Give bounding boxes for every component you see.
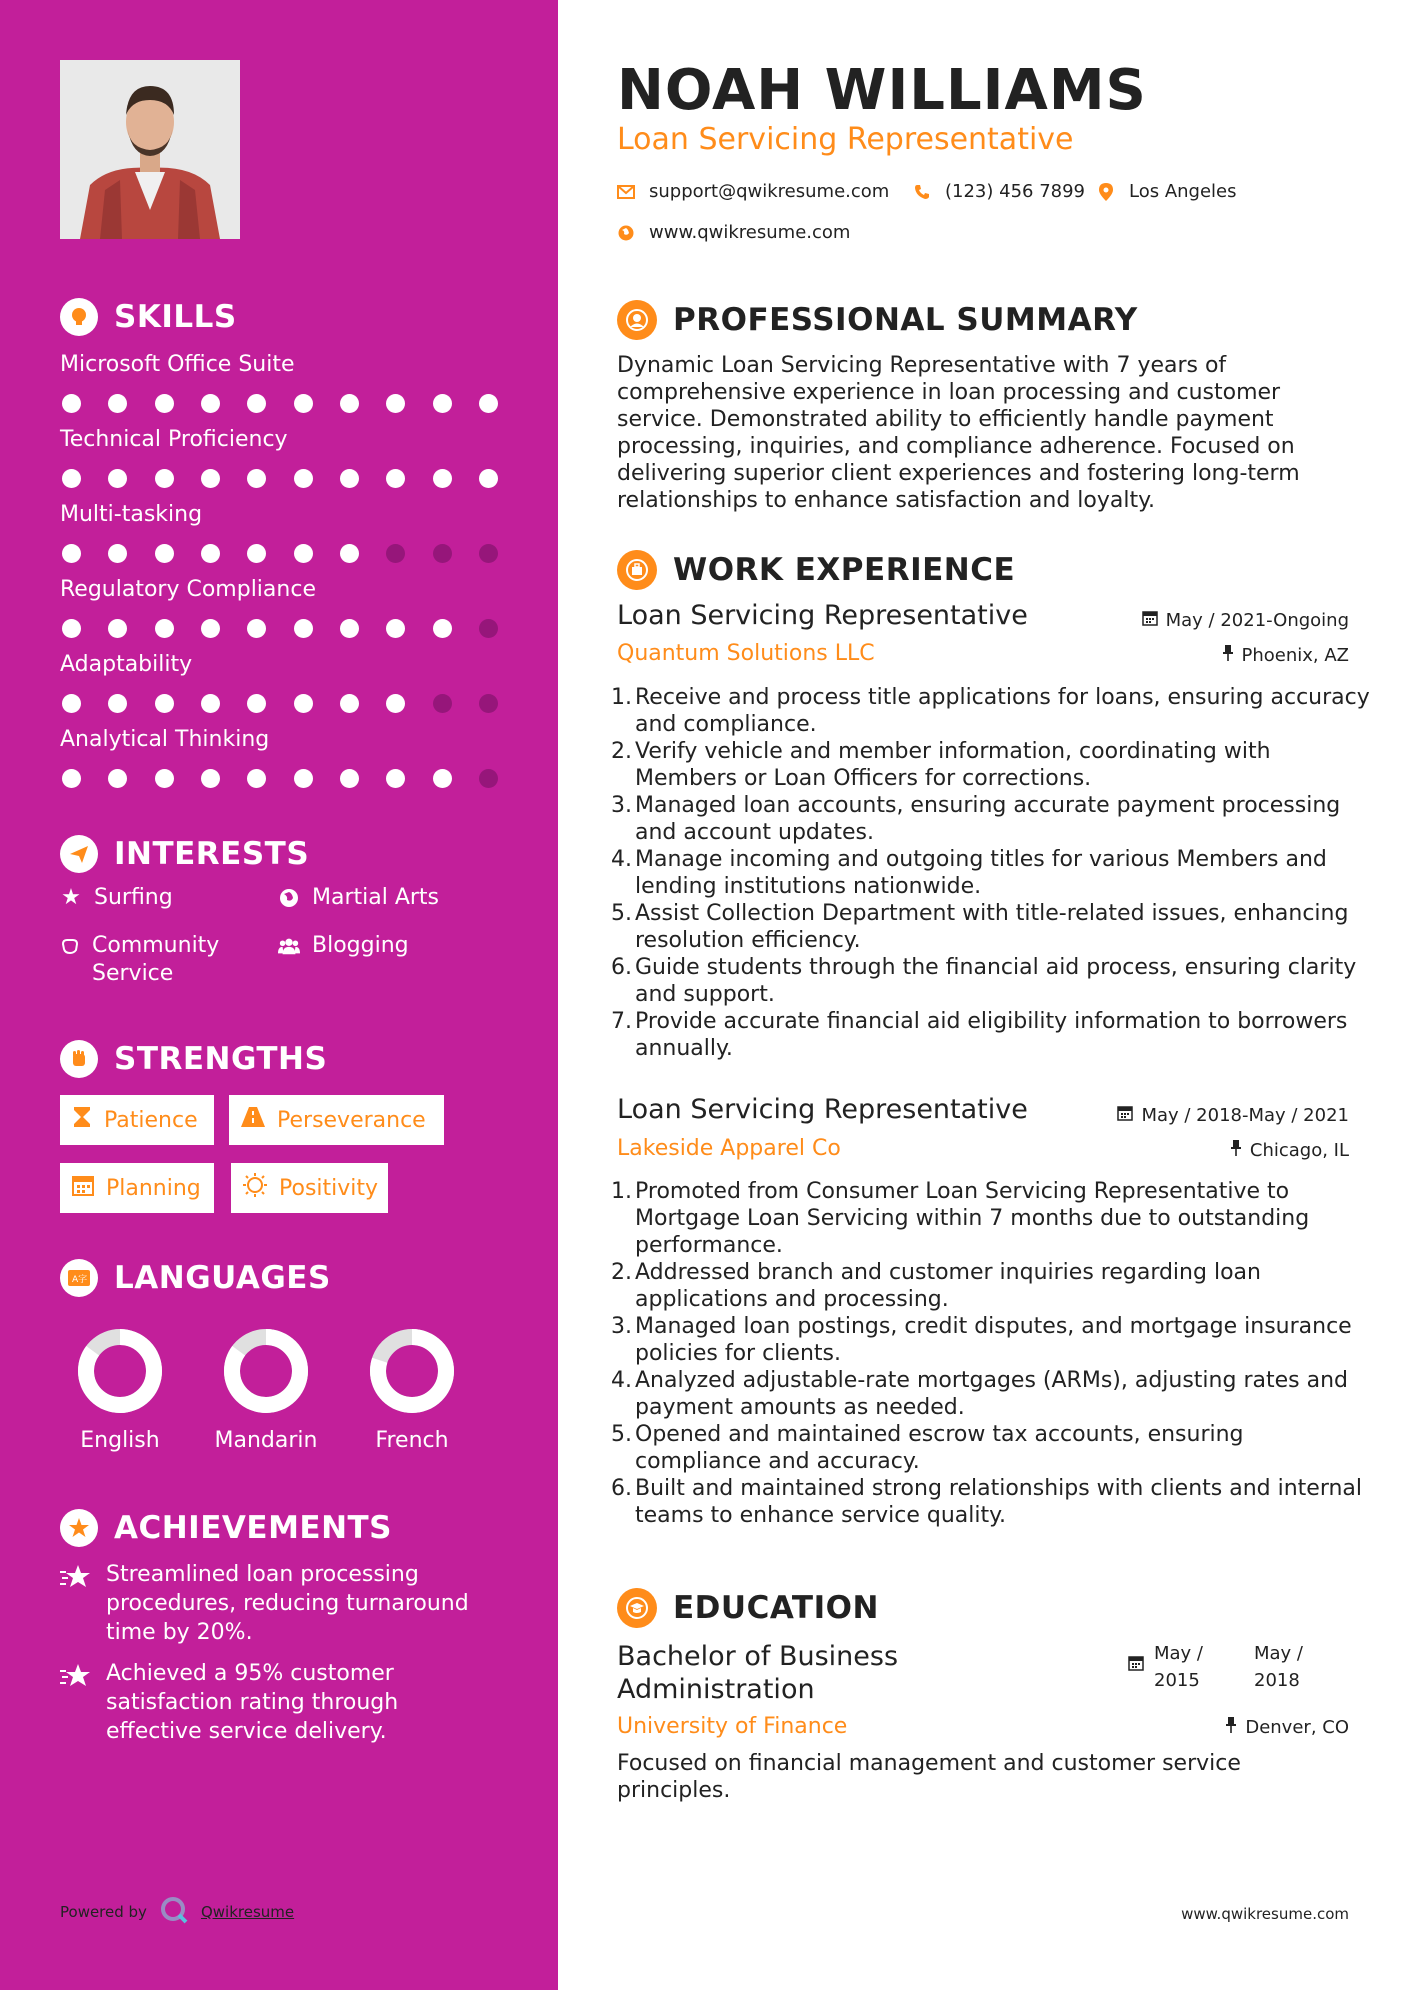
rating-dot	[155, 694, 174, 713]
edu-start-year: 2015	[1154, 1670, 1200, 1691]
contact-website	[617, 222, 850, 243]
rating-dot	[201, 394, 220, 413]
rating-dot	[62, 544, 81, 563]
star-icon: ★	[61, 885, 81, 910]
interest-item	[278, 932, 409, 960]
duty-item: Built and maintained strong relationships with clients and internal teams to enhance service quality.	[635, 1476, 1363, 1528]
edu-start-month: May /	[1154, 1643, 1203, 1664]
achievement-text: Achieved a 95% customer satisfaction rating through effective service delivery.	[106, 1661, 399, 1744]
edu-end-year: 2018	[1254, 1670, 1300, 1691]
location-text: Los Angeles	[1129, 181, 1237, 202]
rating-dot	[479, 394, 498, 413]
rating-dot	[247, 619, 266, 638]
rating-dot	[433, 469, 452, 488]
rating-dot	[340, 694, 359, 713]
duty-item: Verify vehicle and member information, coordinating with Members or Loan Officers for corrections.	[635, 739, 1271, 791]
rating-dot	[294, 469, 313, 488]
skill-item	[60, 352, 500, 413]
interest-label: Blogging	[312, 933, 409, 958]
skill-name: Analytical Thinking	[60, 727, 270, 752]
interest-label: Surfing	[94, 885, 173, 910]
language-icon	[60, 1259, 98, 1297]
strength-badge	[60, 1095, 214, 1145]
skill-name: Adaptability	[60, 652, 193, 677]
pushpin-icon	[1222, 645, 1234, 666]
qwikresume-link[interactable]: Qwikresume	[200, 1903, 295, 1921]
lightbulb-icon	[60, 298, 98, 336]
phone-icon	[913, 183, 931, 201]
rating-dot	[479, 769, 498, 788]
rating-dot	[155, 394, 174, 413]
education-location-text: Denver, CO	[1245, 1717, 1349, 1738]
language-name: French	[375, 1428, 449, 1453]
job-duties	[635, 1178, 1375, 1529]
rating-dot	[247, 544, 266, 563]
powered-by	[60, 1895, 294, 1929]
strengths-title: STRENGTHS	[114, 1041, 328, 1077]
graduate-icon	[617, 1588, 657, 1628]
language-item	[60, 1326, 180, 1453]
education-location	[1225, 1717, 1349, 1738]
skill-name: Regulatory Compliance	[60, 577, 316, 602]
degree-line: Administration	[617, 1674, 815, 1705]
job-dates-text: May / 2021-Ongoing	[1165, 610, 1349, 631]
powered-by-label: Powered by	[60, 1903, 147, 1921]
map-pin-icon	[1097, 183, 1115, 201]
skill-item	[60, 577, 500, 638]
rating-dot	[340, 394, 359, 413]
rating-dot	[108, 544, 127, 563]
job-location	[1222, 645, 1350, 666]
rating-dot	[108, 694, 127, 713]
language-name: English	[80, 1428, 160, 1453]
rating-dot	[386, 544, 405, 563]
calendar-icon	[1142, 610, 1158, 631]
strength-label: Patience	[104, 1107, 198, 1133]
pushpin-icon	[1225, 1717, 1237, 1738]
interest-item	[278, 884, 439, 912]
contact-location	[1097, 181, 1237, 202]
rating-dot	[62, 619, 81, 638]
rating-dot	[201, 619, 220, 638]
job-dates	[1117, 1105, 1349, 1126]
rating-dot	[340, 544, 359, 563]
rating-dot	[340, 469, 359, 488]
rating-dot	[247, 469, 266, 488]
star-burst-icon	[60, 1659, 94, 1746]
rating-dot	[386, 769, 405, 788]
rating-dot	[479, 469, 498, 488]
rating-dot	[386, 394, 405, 413]
duty-item: Receive and process title applications for loans, ensuring accuracy and compliance.	[635, 685, 1370, 737]
duty-item: Managed loan postings, credit disputes, and mortgage insurance policies for clients.	[635, 1314, 1352, 1366]
strengths-heading	[60, 1040, 327, 1078]
fist-icon	[60, 1040, 98, 1078]
language-name: Mandarin	[214, 1428, 318, 1453]
degree-title	[617, 1640, 898, 1706]
skill-item	[60, 427, 500, 488]
rating-dot	[201, 544, 220, 563]
language-donut	[221, 1326, 311, 1416]
envelope-icon	[617, 183, 635, 201]
calendar-icon	[1128, 1640, 1144, 1694]
education-text: Focused on financial management and customer service principles.	[617, 1751, 1241, 1803]
phone-text: (123) 456 7899	[945, 181, 1086, 202]
strength-label: Perseverance	[277, 1107, 426, 1133]
degree-line: Bachelor of Business	[617, 1641, 899, 1672]
skill-rating	[60, 769, 498, 788]
rating-dot	[108, 619, 127, 638]
skill-rating	[60, 694, 498, 713]
website-text[interactable]: www.qwikresume.com	[649, 222, 851, 243]
duty-item: Promoted from Consumer Loan Servicing Representative to Mortgage Loan Servicing within 7 months due to outstanding performance.	[635, 1179, 1310, 1258]
duty-item: Addressed branch and customer inquiries regarding loan applications and processing.	[635, 1260, 1261, 1312]
interest-label: Martial Arts	[312, 885, 440, 910]
profile-photo	[60, 60, 240, 239]
calendar-icon	[1117, 1105, 1133, 1126]
trophy-star-icon	[60, 1509, 98, 1547]
duty-item: Guide students through the financial aid process, ensuring clarity and support.	[635, 955, 1357, 1007]
interest-item	[60, 932, 240, 988]
strength-label: Planning	[106, 1175, 201, 1201]
rating-dot	[201, 769, 220, 788]
rating-dot	[433, 694, 452, 713]
rating-dot	[108, 469, 127, 488]
rating-dot	[294, 619, 313, 638]
edu-end-month: May /	[1254, 1643, 1303, 1664]
rating-dot	[155, 769, 174, 788]
rating-dot	[247, 694, 266, 713]
rating-dot	[340, 619, 359, 638]
candidate-role: Loan Servicing Representative	[617, 122, 1074, 157]
rating-dot	[433, 544, 452, 563]
sun-icon	[243, 1173, 267, 1203]
rating-dot	[201, 694, 220, 713]
job-duties	[635, 684, 1375, 1062]
skill-item	[60, 502, 500, 563]
rating-dot	[294, 544, 313, 563]
rating-dot	[155, 619, 174, 638]
strength-badge	[229, 1095, 444, 1145]
skill-name: Microsoft Office Suite	[60, 352, 295, 377]
duty-item: Manage incoming and outgoing titles for various Members and lending institutions nationwide.	[635, 847, 1327, 899]
achievement-text: Streamlined loan processing procedures, reducing turnaround time by 20%.	[106, 1562, 469, 1645]
skill-name: Technical Proficiency	[60, 427, 288, 452]
hourglass-icon	[72, 1106, 92, 1134]
edu-start	[1154, 1640, 1244, 1694]
rating-dot	[479, 544, 498, 563]
footer-url[interactable]: www.qwikresume.com	[1181, 1905, 1349, 1923]
job-dates	[1142, 610, 1349, 631]
skill-rating	[60, 544, 498, 563]
strength-label: Positivity	[279, 1175, 379, 1201]
achievement-item	[60, 1659, 500, 1746]
languages-title: LANGUAGES	[114, 1260, 331, 1296]
rating-dot	[155, 469, 174, 488]
rating-dot	[62, 694, 81, 713]
rating-dot	[155, 544, 174, 563]
rating-dot	[386, 694, 405, 713]
job-location-text: Chicago, IL	[1249, 1140, 1349, 1161]
language-item	[352, 1326, 472, 1453]
duty-item: Opened and maintained escrow tax accounts, ensuring compliance and accuracy.	[635, 1422, 1244, 1474]
interests-title: INTERESTS	[114, 836, 310, 872]
rating-dot	[62, 469, 81, 488]
school-name: University of Finance	[617, 1714, 848, 1739]
rating-dot	[433, 769, 452, 788]
pushpin-icon	[1230, 1140, 1242, 1161]
rating-dot	[386, 619, 405, 638]
education-heading	[617, 1588, 879, 1628]
company-name: Lakeside Apparel Co	[617, 1136, 841, 1161]
summary-text: Dynamic Loan Servicing Representative with 7 years of comprehensive experience in loan processing and customer service. Demonstrated ability to efficiently handle payment processing, inquiries, and compliance adherence. Focused on delivering superior client experiences and fostering long-term relationships to enhance satisfaction and loyalty.	[617, 353, 1300, 513]
skill-name: Multi-tasking	[60, 502, 203, 527]
language-donut	[367, 1326, 457, 1416]
email-text[interactable]: support@qwikresume.com	[649, 181, 890, 202]
languages-heading	[60, 1259, 331, 1297]
job-title: Loan Servicing Representative	[617, 1094, 1028, 1125]
rating-dot	[479, 619, 498, 638]
interest-label: Community Service	[92, 933, 220, 986]
experience-heading	[617, 550, 1015, 590]
globe-icon	[278, 884, 300, 912]
experience-title: WORK EXPERIENCE	[673, 552, 1016, 588]
company-name: Quantum Solutions LLC	[617, 641, 875, 666]
rating-dot	[201, 469, 220, 488]
strength-badge	[231, 1163, 388, 1213]
job-location-text: Phoenix, AZ	[1241, 645, 1349, 666]
contact-email	[617, 181, 889, 202]
language-donut	[75, 1326, 165, 1416]
interest-item	[60, 884, 173, 912]
sidebar	[0, 0, 558, 1990]
rating-dot	[62, 394, 81, 413]
skill-rating	[60, 619, 498, 638]
skill-item	[60, 727, 500, 788]
contact-phone	[913, 181, 1085, 202]
rating-dot	[294, 694, 313, 713]
paper-plane-icon	[60, 835, 98, 873]
rating-dot	[433, 619, 452, 638]
job-location	[1230, 1140, 1349, 1161]
hand-icon	[60, 932, 80, 960]
skills-heading	[60, 298, 237, 336]
rating-dot	[247, 394, 266, 413]
duty-item: Managed loan accounts, ensuring accurate payment processing and account updates.	[635, 793, 1341, 845]
calendar-icon	[72, 1174, 94, 1202]
achievements-heading	[60, 1509, 392, 1547]
duty-item: Analyzed adjustable-rate mortgages (ARMs), adjusting rates and payment amounts as needed.	[635, 1368, 1348, 1420]
job-dates-text: May / 2018-May / 2021	[1141, 1105, 1349, 1126]
rating-dot	[433, 394, 452, 413]
skill-rating	[60, 469, 498, 488]
achievements-title: ACHIEVEMENTS	[114, 1510, 393, 1546]
job-title: Loan Servicing Representative	[617, 600, 1028, 631]
rating-dot	[340, 769, 359, 788]
star-burst-icon	[60, 1560, 94, 1647]
strength-badge	[60, 1163, 214, 1213]
summary-heading	[617, 300, 1138, 340]
skills-title: SKILLS	[114, 299, 237, 335]
rating-dot	[62, 769, 81, 788]
achievement-item	[60, 1560, 500, 1647]
duty-item: Provide accurate financial aid eligibility information to borrowers annually.	[635, 1009, 1348, 1061]
duty-item: Assist Collection Department with title-related issues, enhancing resolution efficiency.	[635, 901, 1349, 953]
rating-dot	[294, 394, 313, 413]
user-icon	[617, 300, 657, 340]
education-dates	[1128, 1640, 1303, 1694]
edu-end	[1254, 1640, 1303, 1694]
summary-title: PROFESSIONAL SUMMARY	[673, 302, 1138, 338]
rating-dot	[108, 394, 127, 413]
users-icon	[278, 932, 300, 960]
globe-icon	[617, 224, 635, 242]
svg-text:A字: A字	[72, 1275, 88, 1285]
road-icon	[241, 1107, 265, 1133]
skill-item	[60, 652, 500, 713]
rating-dot	[386, 469, 405, 488]
rating-dot	[294, 769, 313, 788]
skill-rating	[60, 394, 498, 413]
rating-dot	[247, 769, 266, 788]
rating-dot	[108, 769, 127, 788]
rating-dot	[479, 694, 498, 713]
interests-heading	[60, 835, 309, 873]
briefcase-icon	[617, 550, 657, 590]
education-title: EDUCATION	[673, 1590, 879, 1626]
qwikresume-logo-icon	[159, 1895, 189, 1929]
language-item	[206, 1326, 326, 1453]
candidate-name: NOAH WILLIAMS	[617, 58, 1147, 123]
